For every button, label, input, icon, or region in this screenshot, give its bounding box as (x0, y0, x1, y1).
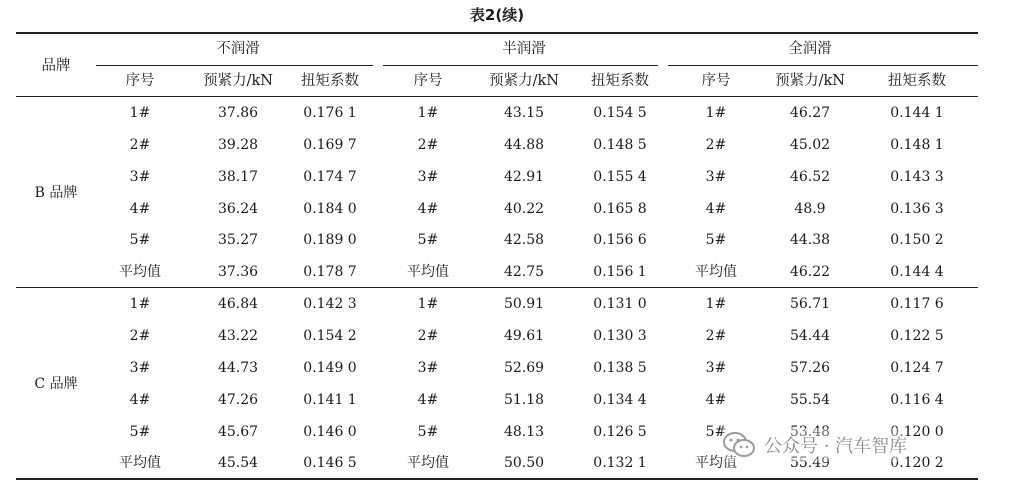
table-cell: 0.124 7 (890, 359, 944, 376)
table-cell: 55.49 (789, 455, 831, 472)
table-cell: 1# (129, 105, 151, 121)
table-cell: 45.54 (217, 455, 259, 472)
header-group: 全润滑 (788, 40, 832, 57)
header-subcolumn: 序号 (701, 72, 731, 89)
table-cell: 0.134 4 (593, 391, 647, 408)
table-cell: 5# (417, 232, 439, 249)
header-subcolumn: 预紧力/kN (203, 72, 273, 89)
table-cell: 0.130 3 (593, 327, 647, 344)
header-rule (16, 96, 978, 97)
table-cell: 42.75 (503, 264, 545, 281)
table-cell: 0.148 1 (890, 136, 944, 153)
table-cell: 4# (705, 391, 727, 408)
table-cell: 0.178 7 (303, 264, 357, 281)
table-cell: 0.126 5 (593, 423, 647, 440)
header-subcolumn: 扭矩系数 (301, 72, 359, 89)
table-cell: 0.120 2 (890, 455, 944, 472)
group-underline-2 (383, 65, 658, 66)
table-cell: 0.116 4 (890, 391, 944, 408)
table-title: 表2(续) (469, 6, 525, 24)
header-subcolumn: 序号 (125, 72, 155, 89)
table-cell: 0.136 3 (890, 200, 944, 217)
table-cell: 36.24 (217, 200, 259, 217)
table-cell: 0.156 6 (593, 232, 647, 249)
table-cell: 0.117 6 (890, 296, 944, 313)
table-cell: 37.36 (217, 264, 259, 281)
table-cell: 3# (705, 359, 727, 376)
table-cell: 39.28 (217, 136, 259, 153)
table-cell: 0.148 5 (593, 136, 647, 153)
header-subcolumn: 扭矩系数 (888, 72, 946, 89)
table-cell: 5# (705, 423, 727, 440)
table-cell: 44.38 (789, 232, 831, 249)
table-cell: 37.86 (217, 105, 259, 121)
table-cell: 5# (417, 423, 439, 440)
table-cell: 0.120 0 (890, 423, 944, 440)
table-cell: 3# (129, 359, 151, 376)
brand-label: C 品牌 (34, 375, 78, 392)
table-cell: 2# (705, 136, 727, 153)
header-subcolumn: 序号 (413, 72, 443, 89)
table-cell: 0.122 5 (890, 327, 944, 344)
table-cell: 2# (705, 327, 727, 344)
table-cell: 2# (129, 136, 151, 153)
table-cell: 5# (705, 232, 727, 249)
table-cell: 平均值 (119, 264, 161, 281)
table-cell: 45.02 (789, 136, 831, 153)
table-cell: 54.44 (789, 327, 831, 344)
table-cell: 50.50 (503, 455, 545, 472)
table-cell: 44.73 (217, 359, 259, 376)
table-cell: 55.54 (789, 391, 831, 408)
group-underline-1 (96, 65, 373, 66)
header-group: 不润滑 (216, 40, 260, 57)
table-cell: 45.67 (217, 423, 259, 440)
watermark-text: 公众号 · 汽车智库 (764, 436, 908, 457)
table-cell: 1# (417, 296, 439, 313)
table-cell: 4# (417, 391, 439, 408)
header-brand: 品牌 (41, 57, 71, 74)
table-cell: 0.141 1 (303, 391, 357, 408)
table-cell: 0.149 0 (303, 359, 357, 376)
table-cell: 5# (129, 423, 151, 440)
table-cell: 0.156 1 (593, 264, 647, 281)
table-cell: 49.61 (503, 327, 545, 344)
table-cell: 47.26 (217, 391, 259, 408)
table-cell: 0.169 7 (303, 136, 357, 153)
table-cell: 56.71 (789, 296, 831, 313)
table-cell: 0.154 5 (593, 105, 647, 121)
table-cell: 平均值 (407, 455, 449, 472)
top-rule (16, 32, 978, 34)
table-cell: 46.84 (217, 296, 259, 313)
table-cell: 0.138 5 (593, 359, 647, 376)
header-subcolumn: 预紧力/kN (489, 72, 559, 89)
table-cell: 5# (129, 232, 151, 249)
table-cell: 48.9 (794, 200, 826, 217)
table-cell: 3# (129, 168, 151, 185)
table-cell: 0.150 2 (890, 232, 944, 249)
table-cell: 3# (705, 168, 727, 185)
wechat-icon (722, 430, 756, 460)
table-cell: 0.146 5 (303, 455, 357, 472)
table-cell: 4# (129, 391, 151, 408)
table-cell: 50.91 (503, 296, 545, 313)
table-cell: 0.143 3 (890, 168, 944, 185)
table-cell: 0.155 4 (593, 168, 647, 185)
table-cell: 0.144 4 (890, 264, 944, 281)
brand-label: B 品牌 (34, 184, 78, 201)
table-cell: 0.142 3 (303, 296, 357, 313)
header-subcolumn: 预紧力/kN (775, 72, 845, 89)
table-cell: 0.176 1 (303, 105, 357, 121)
table-cell: 平均值 (407, 264, 449, 281)
table-cell: 0.184 0 (303, 200, 357, 217)
table-cell: 2# (417, 327, 439, 344)
table-cell: 46.22 (789, 264, 831, 281)
table-cell: 0.144 1 (890, 105, 944, 121)
bottom-rule (16, 478, 978, 480)
table-cell: 43.22 (217, 327, 259, 344)
table-cell: 4# (417, 200, 439, 217)
table-cell: 2# (129, 327, 151, 344)
table-cell: 35.27 (217, 232, 259, 249)
brand-separator-rule (16, 287, 978, 288)
table-cell: 平均值 (695, 264, 737, 281)
table-cell: 52.69 (503, 359, 545, 376)
table-cell: 2# (417, 136, 439, 153)
table-cell: 1# (129, 296, 151, 313)
table-cell: 平均值 (695, 455, 737, 472)
table-cell: 43.15 (503, 105, 545, 121)
table-cell: 0.154 2 (303, 327, 357, 344)
table-cell: 0.131 0 (593, 296, 647, 313)
table-cell: 48.13 (503, 423, 545, 440)
table-cell: 平均值 (119, 455, 161, 472)
table-cell: 0.132 1 (593, 455, 647, 472)
table-cell: 4# (705, 200, 727, 217)
header-subcolumn: 扭矩系数 (591, 72, 649, 89)
table-cell: 4# (129, 200, 151, 217)
table-cell: 51.18 (503, 391, 545, 408)
table-cell: 0.189 0 (303, 232, 357, 249)
table-cell: 3# (417, 168, 439, 185)
table-cell: 0.165 8 (593, 200, 647, 217)
table-cell: 1# (705, 105, 727, 121)
table-cell: 57.26 (789, 359, 831, 376)
table-cell: 3# (417, 359, 439, 376)
header-group: 半润滑 (502, 40, 546, 57)
table-cell: 42.58 (503, 232, 545, 249)
group-underline-3 (668, 65, 978, 66)
table-cell: 44.88 (503, 136, 545, 153)
table-cell: 38.17 (217, 168, 259, 185)
table-cell: 0.174 7 (303, 168, 357, 185)
table-cell: 0.146 0 (303, 423, 357, 440)
table-cell: 53.48 (789, 423, 831, 440)
table-cell: 46.52 (789, 168, 831, 185)
table-cell: 1# (705, 296, 727, 313)
table-cell: 1# (417, 105, 439, 121)
table-cell: 46.27 (789, 105, 831, 121)
table-cell: 40.22 (503, 200, 545, 217)
table-cell: 42.91 (503, 168, 545, 185)
watermark (722, 428, 907, 462)
